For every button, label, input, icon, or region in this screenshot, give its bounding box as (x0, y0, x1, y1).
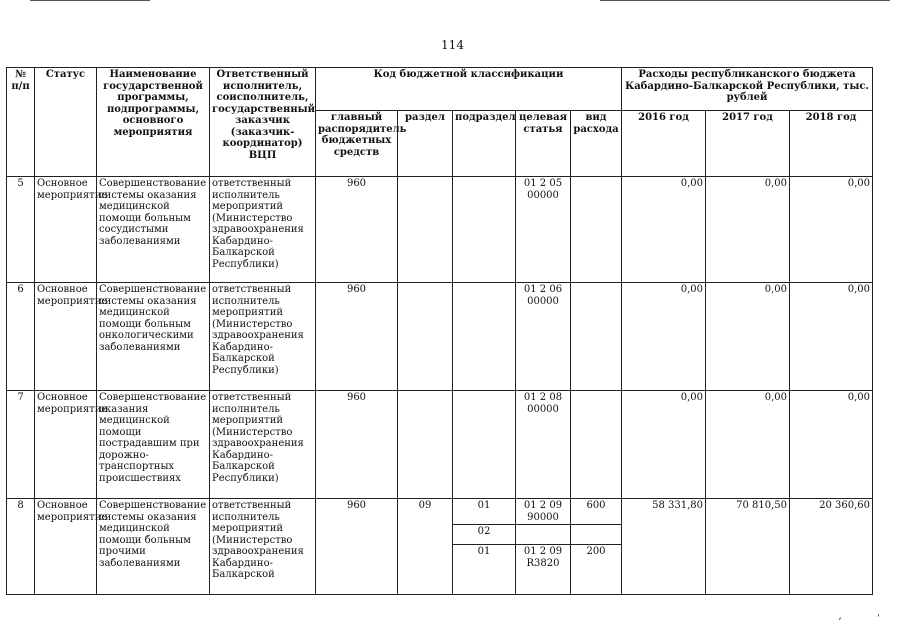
row-name: Совершенствование оказания медицинской помощи пострадавшим при дорожно-транспортных происшествиях (97, 391, 210, 499)
table-row (7, 391, 873, 499)
row-main: 960 (316, 499, 398, 595)
header-2016: 2016 год (622, 111, 706, 177)
row-name: Совершенствование системы оказания медицинской помощи больным прочими заболеваниями (97, 499, 210, 595)
table-row (7, 499, 873, 525)
row-2018: 0,00 (790, 177, 873, 283)
row-responsible: ответственный исполнитель мероприятий (Министерство здравоохранения Кабардино-Балкарской Республики) (210, 283, 316, 391)
header-2017: 2017 год (706, 111, 790, 177)
row-status: Основное мероприятие (35, 177, 97, 283)
row-responsible: ответственный исполнитель мероприятий (Министерство здравоохранения Кабардино-Балкарской Республики) (210, 177, 316, 283)
row-type (571, 177, 622, 283)
row-type (571, 283, 622, 391)
row-name: Совершенствование системы оказания медицинской помощи больным онкологическими заболеваниями (97, 283, 210, 391)
row-responsible: ответственный исполнитель мероприятий (Министерство здравоохранения Кабардино-Балкарской (210, 499, 316, 595)
header-kbk-target: целевая статья (516, 111, 571, 177)
row-status: Основное мероприятие (35, 283, 97, 391)
row-num: 8 (7, 499, 35, 595)
header-kbk-subsection: подраздел (453, 111, 516, 177)
row-status: Основное мероприятие (35, 499, 97, 595)
row-status: Основное мероприятие (35, 391, 97, 499)
row-2018: 0,00 (790, 283, 873, 391)
header-status: Статус (35, 68, 97, 177)
row-2016: 0,00 (622, 177, 706, 283)
row-2017: 70 810,50 (706, 499, 790, 595)
row-section (398, 391, 453, 499)
row-type: 200 (571, 545, 622, 595)
table-row (7, 177, 873, 283)
row-subsection: 01 (453, 499, 516, 525)
header-kbk-type: вид расхода (571, 111, 622, 177)
header-2018: 2018 год (790, 111, 873, 177)
row-section (398, 283, 453, 391)
row-main: 960 (316, 177, 398, 283)
row-2017: 0,00 (706, 177, 790, 283)
row-target: 01 2 09 90000 (516, 499, 571, 525)
row-section (398, 177, 453, 283)
row-subsection (453, 177, 516, 283)
row-2018: 20 360,60 (790, 499, 873, 595)
row-target: 01 2 08 00000 (516, 391, 571, 499)
scan-top-line-left (30, 0, 150, 1)
header-num: № п/п (7, 68, 35, 177)
row-2017: 0,00 (706, 391, 790, 499)
row-target: 01 2 05 00000 (516, 177, 571, 283)
header-kbk-section: раздел (398, 111, 453, 177)
row-2016: 0,00 (622, 391, 706, 499)
row-type (571, 391, 622, 499)
row-2016: 0,00 (622, 283, 706, 391)
scan-speck: ˈ (877, 614, 880, 625)
header-expenses: Расходы республиканского бюджета Кабардино-Балкарской Республики, тыс. рублей (622, 68, 873, 111)
row-2018: 0,00 (790, 391, 873, 499)
row-target (516, 525, 571, 545)
row-main: 960 (316, 283, 398, 391)
header-name: Наименование государственной программы, подпрограммы, основного мероприятия (97, 68, 210, 177)
row-type: 600 (571, 499, 622, 525)
page-number: 114 (441, 38, 464, 52)
row-responsible: ответственный исполнитель мероприятий (Министерство здравоохранения Кабардино-Балкарской Республики) (210, 391, 316, 499)
row-2016: 58 331,80 (622, 499, 706, 595)
budget-table (6, 67, 873, 595)
row-subsection (453, 283, 516, 391)
row-2017: 0,00 (706, 283, 790, 391)
row-main: 960 (316, 391, 398, 499)
scan-top-line-right (600, 0, 890, 1)
scan-speck: ʼ (838, 617, 842, 628)
header-kbk-main: главный распорядитель бюджетных средств (316, 111, 398, 177)
row-subsection (453, 391, 516, 499)
row-name: Совершенствование системы оказания медицинской помощи больным сосудистыми заболеваниями (97, 177, 210, 283)
row-num: 7 (7, 391, 35, 499)
table-row (7, 283, 873, 391)
row-subsection: 01 (453, 545, 516, 595)
row-target: 01 2 06 00000 (516, 283, 571, 391)
row-subsection: 02 (453, 525, 516, 545)
row-target: 01 2 09 R3820 (516, 545, 571, 595)
row-section: 09 (398, 499, 453, 595)
header-responsible: Ответственный исполнитель, соисполнитель, государственный заказчик (заказчик-координатор) ВЦП (210, 68, 316, 177)
header-row-1 (7, 68, 873, 111)
row-type (571, 525, 622, 545)
row-num: 6 (7, 283, 35, 391)
row-num: 5 (7, 177, 35, 283)
header-kbk: Код бюджетной классификации (316, 68, 622, 111)
